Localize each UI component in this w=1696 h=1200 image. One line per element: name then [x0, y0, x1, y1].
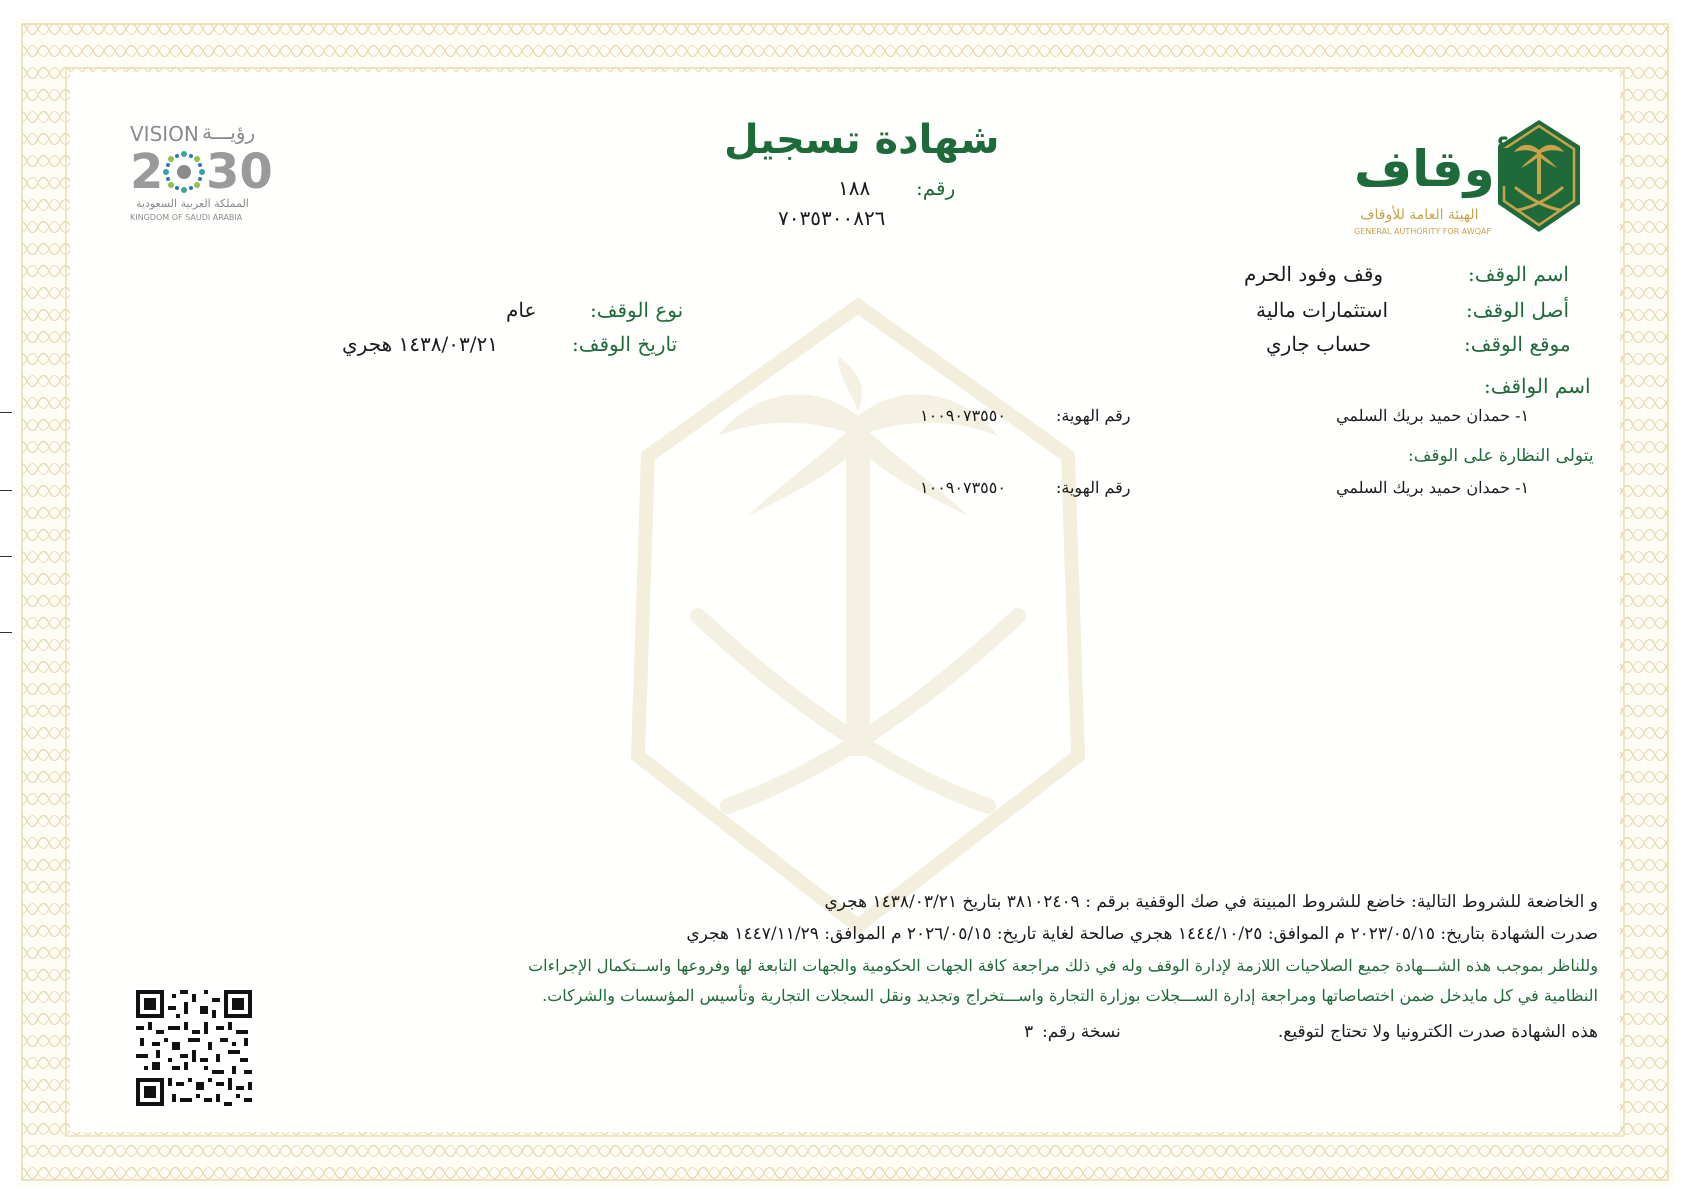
- founder-name: ١- حمدان حميد بريك السلمي: [1336, 406, 1530, 425]
- founder-id-value: ١٠٠٩٠٧٣٥٥٠: [920, 406, 1006, 425]
- waqf-origin-value: استثمارات مالية: [1256, 298, 1389, 322]
- waqf-name-value: وقف وفود الحرم: [1244, 262, 1384, 286]
- waqf-name-label: اسم الوقف:: [1468, 262, 1569, 286]
- waqf-type-label: نوع الوقف:: [590, 298, 684, 322]
- margin-tick: [0, 632, 12, 633]
- margin-tick: [0, 490, 12, 491]
- page-title: شهادة تسجيل: [724, 117, 1000, 163]
- waqf-type-value: عام: [506, 298, 537, 322]
- authority-line-2: النظامية في كل مايدخل ضمن اختصاصاتها ومراجعة إدارة الســـجلات بوزارة التجارة واســـتخراج وتجديد ونقل السجلات التجارية وتأسيس المؤسسات والشركات.: [542, 986, 1598, 1005]
- waqf-date-label: تاريخ الوقف:: [572, 332, 678, 356]
- awqaf-subtitle-en: GENERAL AUTHORITY FOR AWQAF: [1354, 227, 1492, 236]
- conditions-line: و الخاضعة للشروط التالية: خاضع للشروط المبينة في صك الوقفية برقم : ٣٨١٠٢٤٠٩ بتاريخ ١٤٣٨/٠٣/٢١ هجري: [824, 892, 1598, 912]
- copy-value: ٣: [1024, 1022, 1034, 1042]
- vision-year-left: 2: [130, 144, 164, 200]
- vision-year-right: 30: [206, 144, 273, 200]
- copy-label: نسخة رقم:: [1042, 1022, 1121, 1042]
- serial-number: ٧٠٣٥٣٠٠٨٢٦: [778, 206, 886, 230]
- margin-tick: [0, 412, 12, 413]
- waqf-location-label: موقع الوقف:: [1464, 332, 1571, 356]
- margin-tick: [0, 556, 12, 557]
- qr-code-icon[interactable]: [136, 990, 252, 1106]
- waqf-location-value: حساب جاري: [1266, 332, 1372, 356]
- authority-line-1: وللناظر بموجب هذه الشـــهادة جميع الصلاحيات اللازمة لإدارة الوقف وله في ذلك مراجعة كافة الجهات الحكومية والجهات التابعة لها وفروعها واســتكمال الإجراءات: [528, 956, 1598, 975]
- palm-swords-watermark-icon: [608, 286, 1108, 946]
- supervisor-id-label: رقم الهوية:: [1056, 478, 1131, 497]
- supervisor-name: ١- حمدان حميد بريك السلمي: [1336, 478, 1530, 497]
- vision-ar: رؤيـــة: [202, 120, 256, 144]
- electronic-note: هذه الشهادة صدرت الكترونيا ولا تحتاج لتوقيع.: [1277, 1022, 1598, 1042]
- number-label: رقم:: [916, 176, 956, 200]
- kingdom-en: KINGDOM OF SAUDI ARABIA: [130, 213, 243, 222]
- supervisor-id-value: ١٠٠٩٠٧٣٥٥٠: [920, 478, 1006, 497]
- waqf-date-value: ١٤٣٨/٠٣/٢١ هجري: [342, 332, 498, 356]
- vision-en: VISION: [130, 122, 199, 146]
- founder-id-label: رقم الهوية:: [1056, 406, 1131, 425]
- supervisor-heading: يتولى النظارة على الوقف:: [1408, 446, 1594, 466]
- vision-flower-icon: [162, 150, 206, 194]
- awqaf-name: أوقاف: [1354, 140, 1512, 198]
- awqaf-subtitle-ar: الهيئة العامة للأوقاف: [1360, 207, 1479, 223]
- kingdom-ar: المملكة العربية السعودية: [136, 197, 249, 210]
- founder-heading: اسم الواقف:: [1484, 374, 1591, 398]
- waqf-origin-label: أصل الوقف:: [1466, 298, 1570, 322]
- issued-line: صدرت الشهادة بتاريخ: ٢٠٢٣/٠٥/١٥ م الموافق: ١٤٤٤/١٠/٢٥ هجري صالحة لغاية تاريخ: ٢٠٢٦/٠٥/١٥ م الموافق: ١٤٤٧/١١/٢٩ هجري: [686, 924, 1598, 944]
- certificate-page: [16, 18, 1674, 1186]
- number-value: ١٨٨: [838, 176, 871, 200]
